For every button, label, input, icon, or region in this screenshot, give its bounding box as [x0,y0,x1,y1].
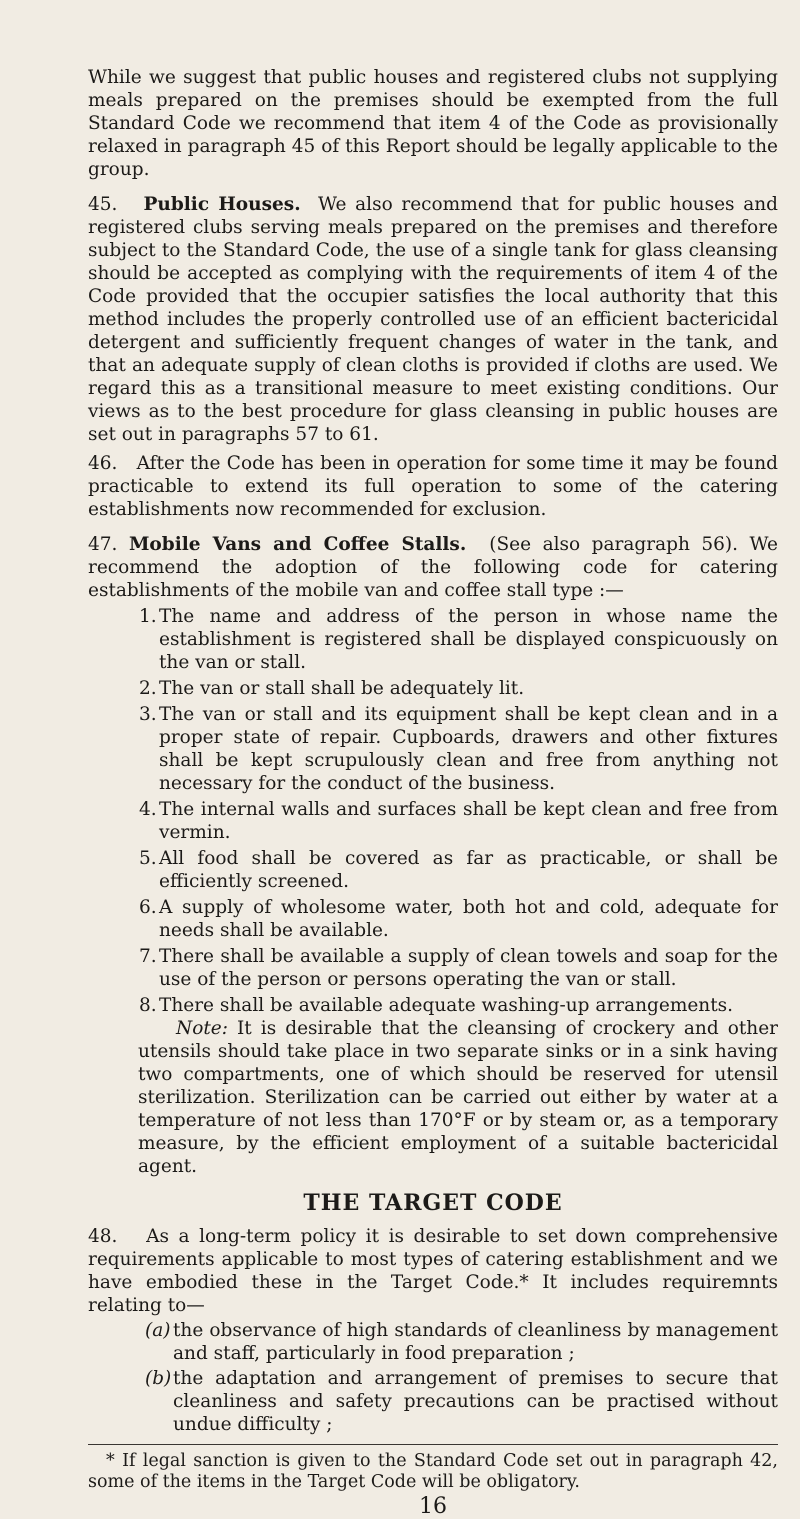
code-item [139,994,778,1017]
code-item [139,945,778,991]
sub-item-label: (b) [145,1368,172,1389]
note-label: Note: [176,1018,228,1039]
page-number: 16 [419,1494,447,1519]
paragraph-45 [88,193,778,446]
sub-item-text: the observance of high standards of cleanliness by management and staff, particularly in food preparation ; [173,1320,778,1364]
code-item [139,847,778,893]
paragraph-number: 46. [88,453,118,474]
item-number: 7. [139,946,157,967]
code-item-list [139,605,778,1017]
paragraph-title: Mobile Vans and Coffee Stalls. [128,534,467,555]
paragraph-47 [88,533,778,602]
item-text: The van or stall and its equipment shall be kept clean and in a proper state of repair. Cupboards, drawers and other fixtures shall be kept scrupulously clean and free from anything not necessary for the conduct of the business. [159,704,778,794]
paragraph-text: We also recommend that for public houses and registered clubs serving meals prepared on the premises and therefore subject to the Standard Code, the use of a single tank for glass cleansing should be accepted as complying with the requirements of item 4 of the Code provided that the occupier satisfies the local authority that this method includes the properly controlled use of an efficient bactericidal detergent and sufficiently frequent changes of water in the tank, and that an adequate supply of clean cloths is provided if cloths are used. We regard this as a transitional measure to meet existing conditions. Our views as to the best procedure for glass cleansing in public houses are set out in paragraphs 57 to 61. [88,194,778,445]
item-number: 5. [139,848,157,869]
item-text: There shall be available a supply of clean towels and soap for the use of the person or persons operating the van or stall. [159,946,778,990]
paragraph-46 [88,452,778,521]
intro-paragraph: While we suggest that public houses and registered clubs not supplying meals prepared on the premises should be exempted from the full Standard Code we recommend that item 4 of the Code as provisionally relaxed in paragraph 45 of this Report should be legally applicable to the group. [88,67,778,180]
item-text: The van or stall shall be adequately lit. [159,678,525,699]
paragraph-number: 45. [88,194,118,215]
paragraph-number: 47. [88,534,118,555]
note-text: It is desirable that the cleansing of crockery and other utensils should take place in two separate sinks or in a sink having two compartments, one of which should be reserved for utensil sterilization. Sterilization can be carried out either by water at a temperature of not less than 170°F or by steam or, as a temporary measure, by the efficient employment of a suitable bactericidal agent. [138,1018,778,1177]
sub-item [145,1367,778,1436]
code-item [139,896,778,942]
footnote-divider [88,1444,778,1445]
note-paragraph [138,1017,778,1178]
section-heading: THE TARGET CODE [303,1190,563,1216]
sub-item-text: the adaptation and arrangement of premises to secure that cleanliness and safety precautions can be practised without undue difficulty ; [173,1368,778,1435]
item-text: All food shall be covered as far as practicable, or shall be efficiently screened. [159,848,778,892]
paragraph-text: As a long-term policy it is desirable to set down comprehensive requirements applicable to most types of catering establishment and we have embodied these in the Target Code.* It includes requiremnts relating to— [88,1226,778,1316]
item-number: 6. [139,897,157,918]
paragraph-text: (See also paragraph 56). We recommend the adoption of the following code for catering establishments of the mobile van and coffee stall type :— [88,534,778,601]
code-item [139,703,778,795]
paragraph-48 [88,1225,778,1317]
item-number: 8. [139,995,157,1016]
item-number: 2. [139,678,157,699]
footnote: * If legal sanction is given to the Standard Code set out in paragraph 42, some of the items in the Target Code will be obligatory. [88,1451,778,1492]
item-number: 3. [139,704,157,725]
code-item [139,798,778,844]
sub-item [145,1319,778,1365]
code-item [139,677,778,700]
item-text: There shall be available adequate washing-up arrangements. [159,995,734,1016]
paragraph-title: Public Houses. [143,194,301,215]
paragraph-text: After the Code has been in operation for some time it may be found practicable to extend its full operation to some of the catering establishments now recommended for exclusion. [88,453,778,520]
item-number: 4. [139,799,157,820]
item-text: The name and address of the person in whose name the establishment is registered shall be displayed conspicuously on the van or stall. [159,606,778,673]
paragraph-number: 48. [88,1226,118,1247]
item-number: 1. [139,606,157,627]
sub-item-label: (a) [145,1320,171,1341]
document-body [88,66,778,1518]
item-text: The internal walls and surfaces shall be kept clean and free from vermin. [159,799,778,843]
item-text: A supply of wholesome water, both hot and cold, adequate for needs shall be available. [159,897,778,941]
code-item [139,605,778,674]
